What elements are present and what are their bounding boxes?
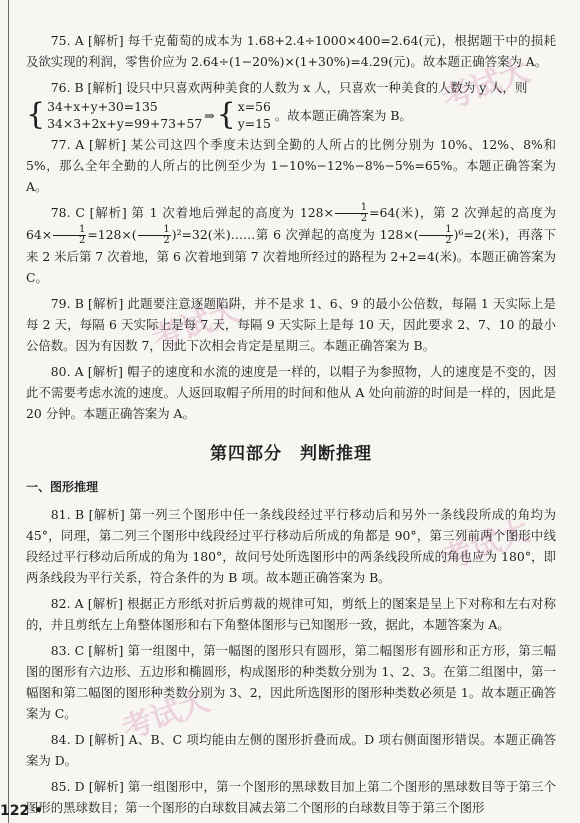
answer-78-part: )²=32(米)……第 6 次弹起的高度为 128×( xyxy=(171,227,419,242)
answer-body xyxy=(26,30,556,823)
answer-76-tail: 。故本题正确答案为 B。 xyxy=(274,107,412,123)
answer-75: 75. A [解析] 每千克葡萄的成本为 1.68+2.4÷1000×400=2.64(元)，根据题干中的损耗及欲实现的利润，零售价应为 2.64÷(1−20%)×(1+30%)=4.29(元)。故本题正确答案为 A。 xyxy=(26,33,556,69)
answer-76-intro: 76. B [解析] 设只中只喜欢两种美食的人数为 x 人，只喜欢一种美食的人数为 y 人，则 xyxy=(50,80,528,95)
fraction-half: $\frac{1}{2}$ xyxy=(138,225,171,246)
left-brace: { xyxy=(26,97,46,132)
fraction-half: $\frac{1}{2}$ xyxy=(419,225,452,246)
answer-79: 79. B [解析] 此题要注意逐题陷阱，并不是求 1、6、9 的最小公倍数，每隔 1 天实际上是每 2 天，每隔 6 天实际上是每 7 天，每隔 9 天实际上是每 10 天，因此要求 2、7、10 的最小公倍数。因为有因数 7，因此下次相会肯定是星期三。本题正确答案为 B。 xyxy=(26,296,556,353)
answer-77: 77. A [解析] 某公司这四个季度未达到全勤的人所占的比例分别为 10%、12%、8%和 5%，那么全年全勤的人所占的比例至少为 1−10%−12%−8%−5%=65%。本题正确答案为 A。 xyxy=(26,137,556,194)
watermark: 考试大 xyxy=(147,293,245,358)
fraction-half: $\frac{1}{2}$ xyxy=(335,203,368,224)
answer-81: 81. B [解析] 第一列三个图形中任一条线段经过平行移动后和另外一条线段所成的角均为 45°，同理，第二列三个图形中线段经过平行移动后所成的角都是 90°，第三列前两个图形中线段经过平行移动后所成的角为 180°，故问号处所选图形中的两条线段所成的角也应为 180°，即两条线段为平行关系，符合条件的为 B 项。故本题正确答案为 B。 xyxy=(26,507,556,585)
answer-78 xyxy=(26,202,556,288)
solution-y: y=15 xyxy=(237,116,271,131)
left-brace: { xyxy=(216,97,236,132)
answer-78-part: =64(米)，第 2 次弹起的高度为 64× xyxy=(26,205,556,242)
equation-2: 34×3+2x+y=99+73+57 xyxy=(47,116,203,131)
answer-78-part: 78. C [解析] 第 1 次着地后弹起的高度为 128× xyxy=(50,205,334,220)
watermark: 考试大 xyxy=(437,53,535,118)
watermark: 考试大 xyxy=(437,513,535,578)
equation-system xyxy=(26,98,556,132)
answer-83: 83. C [解析] 第一组图中，第一幅图的图形只有圆形，第二幅图形有圆形和正方形，第三幅图的图形有六边形、五边形和椭圆形，构成图形的种类数分别为 1、2、3。在第二组图中，第一幅图和第二幅图的图形种类数分别为 3、2，因此所选图形的图形种类数必须是 1。故本题正确答案为 C。 xyxy=(26,643,556,721)
answer-82: 82. A [解析] 根据正方形纸对折后剪裁的规律可知，剪纸上的图案是呈上下对称和左右对称的，并且剪纸左上角整体图形和右下角整体图形与已知图形一致，据此，本题答案为 A。 xyxy=(26,596,556,632)
answer-80: 80. A [解析] 帽子的速度和水流的速度是一样的，以帽子为参照物，人的速度是不变的，因此不需要考虑水流的速度。人返回取帽子所用的时间和他从 A 处向前游的时间是一样的，因此是 20 分钟。本题正确答案为 A。 xyxy=(26,364,556,421)
page-number: 122 • xyxy=(0,803,44,819)
section-title: 第四部分 判断推理 xyxy=(210,444,372,464)
margin-line xyxy=(8,0,9,823)
watermark: 考试大 xyxy=(117,683,215,748)
equation-1: 34+x+y+30=135 xyxy=(47,99,158,114)
answer-85: 85. D [解析] 第一组图形中，第一个图形的黑球数目加上第二个图形的黑球数目等于第三个图形的黑球数目；第一个图形的白球数目减去第二个图形的白球数目等于第三个图形 xyxy=(26,779,556,815)
answer-78-part: )⁶=2(米)，再落下来 2 米后第 7 次着地，第 6 次着地到第 7 次着地所经过的路程为 2+2=4(米)。本题正确答案为 C。 xyxy=(26,227,556,285)
implies-arrow: ⇒ xyxy=(204,107,215,123)
fraction-half: $\frac{1}{2}$ xyxy=(53,225,86,246)
answer-78-part: =128×( xyxy=(87,227,137,242)
subheading: 一、图形推理 xyxy=(26,480,99,494)
solution-x: x=56 xyxy=(237,99,271,114)
answer-84: 84. D [解析] A、B、C 项均能由左侧的图形折叠而成。D 项右侧面图形错误。本题正确答案为 D。 xyxy=(26,732,556,768)
